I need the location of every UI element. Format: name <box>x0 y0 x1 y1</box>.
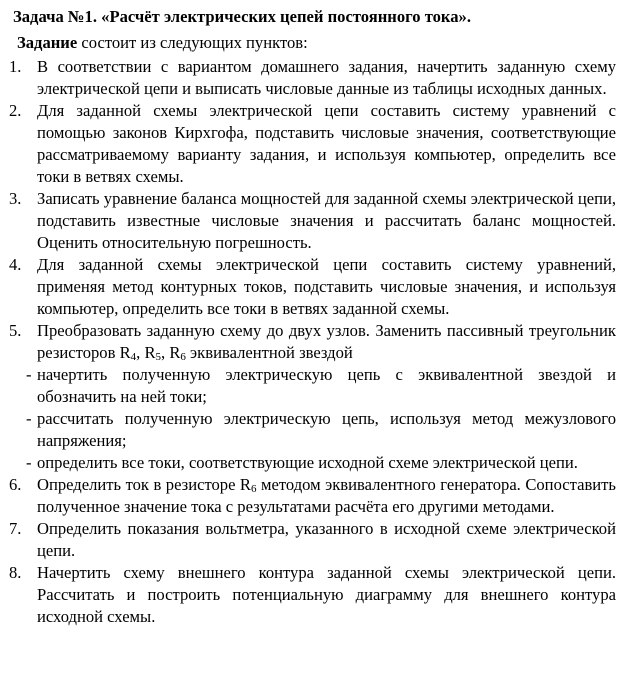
task-item-4 <box>7 254 616 320</box>
item-number: 8. <box>9 563 22 582</box>
task-item-7 <box>7 518 616 562</box>
subtask-text: начертить полученную электрическую цепь с эквивалентной звездой и обозначить на ней токи; <box>37 365 616 406</box>
intro-label: Задание <box>17 33 78 52</box>
item-text-part: Преобразовать заданную схему до двух узлов. Заменить пассивный треугольник резисторов <box>37 321 616 362</box>
task-item-8 <box>7 562 616 628</box>
item-text: Преобразовать заданную схему до двух узлов. Заменить пассивный треугольник резисторов $R_4$, $R_5$, $R_6$ эквивалентной звездой <box>37 321 616 363</box>
subtask-item <box>7 364 616 408</box>
item-text: Записать уравнение баланса мощностей для заданной схемы электрической цепи, подставить известные числовые значения и рассчитать баланс мощностей. Оценить относительную погрешность. <box>37 189 616 252</box>
resistor-label: $R_5$ <box>144 343 162 363</box>
task-item-5 <box>7 320 616 364</box>
subtask-item <box>7 408 616 452</box>
item-text: Начертить схему внешнего контура заданной схемы электрической цепи. Рассчитать и построить потенциальную диаграмму для внешнего контура исходной схемы. <box>37 563 616 626</box>
task-item-1 <box>7 56 616 100</box>
task-list <box>7 56 616 364</box>
item-number: 1. <box>9 57 22 76</box>
resistor-label: $R_4$ <box>119 343 137 363</box>
task-item-3 <box>7 188 616 254</box>
item-text <box>37 474 616 518</box>
subtask-item <box>7 452 616 474</box>
item-text: Определить показания вольтметра, указанного в исходной схеме электрической цепи. <box>37 519 616 560</box>
item-text-part: Определить ток в резисторе <box>37 475 240 494</box>
item-text-part: эквивалентной звездой <box>185 343 353 362</box>
task-intro <box>17 32 616 54</box>
intro-text: состоит из следующих пунктов: <box>77 33 308 52</box>
item-number: 4. <box>9 255 22 274</box>
subtask-text: определить все токи, соответствующие исходной схеме электрической цепи. <box>37 453 578 472</box>
subtask-text: рассчитать полученную электрическую цепь, используя метод межузлового напряжения; <box>37 409 616 450</box>
item-number: 6. <box>9 475 22 494</box>
item-text: Для заданной схемы электрической цепи составить систему уравнений, применяя метод контурных токов, подставить числовые значения, и используя компьютер, определить все токи в ветвях заданной схемы. <box>37 255 616 318</box>
item-number: 5. <box>9 321 22 340</box>
item-text: Для заданной схемы электрической цепи составить систему уравнений с помощью законов Кирхгофа, подставить числовые значения, соответствующие рассматриваемому варианту задания, и используя компьютер, определить все токи в ветвях схемы. <box>37 101 616 186</box>
dash-marker: - <box>26 365 32 384</box>
task-list-continued <box>7 474 616 628</box>
item-text: В соответствии с вариантом домашнего задания, начертить заданную схему электрической цепи и выписать числовые данные из таблицы исходных данных. <box>37 57 616 98</box>
dash-marker: - <box>26 409 32 428</box>
task-item-6 <box>7 474 616 518</box>
resistor-label: $R_6$ <box>239 475 257 495</box>
task-title: Задача №1. «Расчёт электрических цепей постоянного тока». <box>13 7 471 26</box>
dash-marker: - <box>26 453 32 472</box>
task-item-2 <box>7 100 616 188</box>
item-number: 3. <box>9 189 22 208</box>
item-number: 7. <box>9 519 22 538</box>
subtask-list <box>7 364 616 474</box>
item-number: 2. <box>9 101 22 120</box>
resistor-label: $R_6$ <box>169 343 186 363</box>
item-text-part: методом эквивалентного генератора. Сопоставить полученное значение тока с результатами расчёта его другими методами. <box>37 475 616 516</box>
